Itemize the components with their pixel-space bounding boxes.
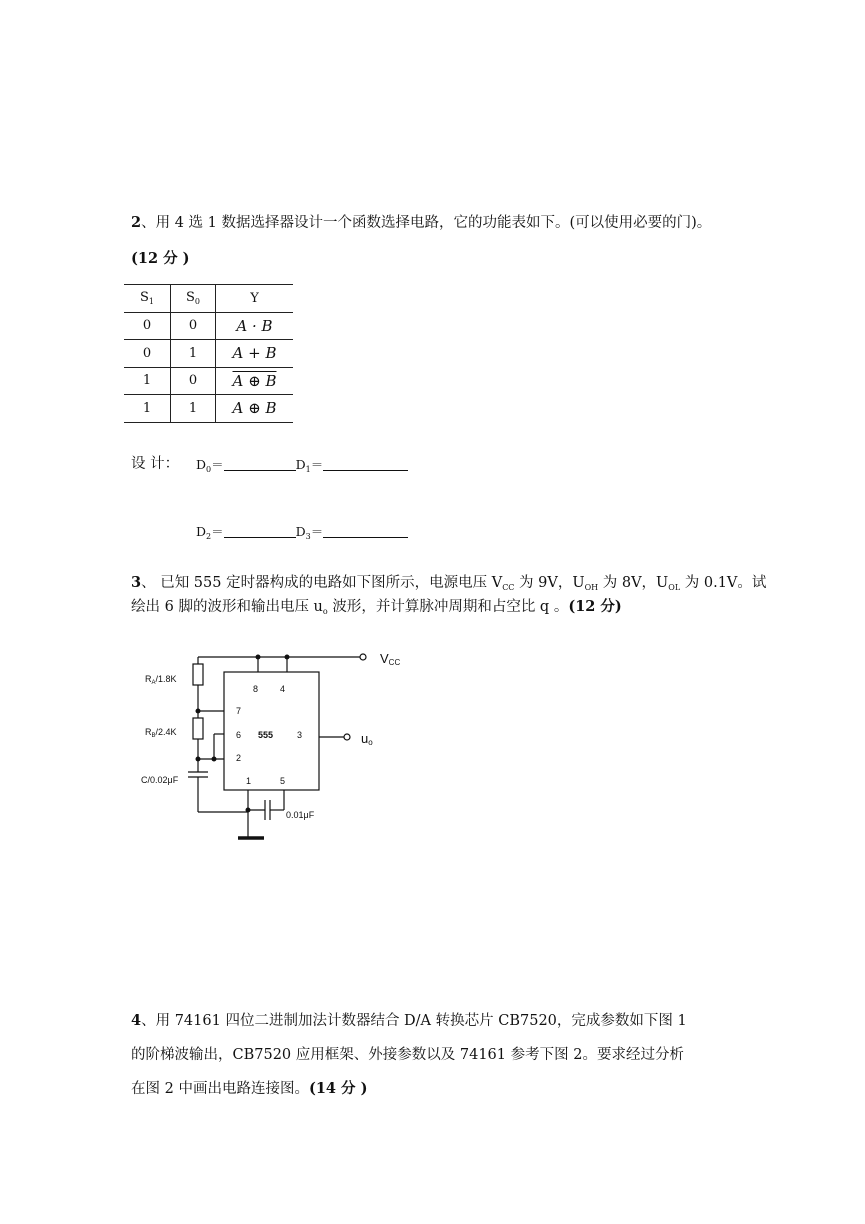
d2-label: $D_2=$ <box>196 524 224 541</box>
table-header-row <box>124 285 293 313</box>
q2-number: 2 <box>131 214 142 231</box>
pin-8: 8 <box>253 684 259 694</box>
pin-2: 2 <box>236 753 242 763</box>
q3-line2: 绘出 6 脚的波形和输出电压 $u_o$ 波形，并计算脉冲周期和占空比 q 。(12 分) <box>131 598 622 616</box>
d0-blank[interactable] <box>224 456 296 471</box>
design-row-1 <box>196 455 408 480</box>
d3-blank[interactable] <box>323 523 408 538</box>
pin-7: 7 <box>236 706 242 716</box>
header-y: Y <box>216 285 294 313</box>
output-label: uo <box>361 731 373 747</box>
cell-s0: 1 <box>171 340 216 368</box>
q4-line2: 的阶梯波输出，CB7520 应用框架、外接参数以及 74161 参考下图 2。要求经过分析 <box>131 1047 684 1063</box>
header-s1: $S_1$ <box>124 285 171 313</box>
vcc-terminal <box>360 654 366 660</box>
cell-s0: 1 <box>171 395 216 423</box>
cell-y <box>216 367 294 395</box>
header-s0: $S_0$ <box>171 285 216 313</box>
q2-line1 <box>131 213 711 233</box>
timer-555-circuit <box>140 642 430 847</box>
resistor-rb <box>193 718 203 739</box>
cell-s1: 0 <box>124 312 171 340</box>
table-row <box>124 367 293 395</box>
cell-s1: 0 <box>124 340 171 368</box>
c-label: C/0.02μF <box>141 775 179 785</box>
output-terminal <box>344 734 350 740</box>
d1-blank[interactable] <box>323 456 408 471</box>
q4-line1: 4、用 74161 四位二进制加法计数器结合 D/A 转换芯片 CB7520，完成参数如下图 1 <box>131 1012 687 1029</box>
table-row <box>124 395 293 423</box>
pin-1: 1 <box>246 776 252 786</box>
chip-label: 555 <box>258 730 274 740</box>
q4-line3 <box>131 1079 367 1099</box>
cell-s0: 0 <box>171 312 216 340</box>
c2-label: 0.01μF <box>286 810 315 820</box>
q4-line3-text: 在图 2 中画出电路连接图。 <box>131 1081 309 1097</box>
cell-s1: 1 <box>124 395 171 423</box>
rb-label: $R_B/2.4K$ <box>145 727 177 739</box>
table-row <box>124 312 293 340</box>
q4-score: (14 分 ) <box>308 1080 368 1097</box>
d2-blank[interactable] <box>224 523 296 538</box>
design-label: 设 计： <box>131 456 180 472</box>
design-row-2 <box>196 522 408 547</box>
d1-label: $D_1=$ <box>295 457 324 474</box>
vcc-label: VCC <box>380 651 401 667</box>
cell-s1: 1 <box>124 367 171 395</box>
cell-s0: 0 <box>171 367 216 395</box>
cell-y: A · B <box>216 312 294 340</box>
cell-y: A + B <box>216 340 294 368</box>
pin-6: 6 <box>236 730 242 740</box>
q3-line1: 3、 已知 555 定时器构成的电路如下图所示，电源电压 $V_{CC}$ 为 9V，$U_{OH}$ 为 8V，$U_{OL}$ 为 0.1V。试 <box>131 574 767 592</box>
xnor-expression: A ⊕ B <box>232 371 277 390</box>
resistor-ra <box>193 664 203 685</box>
ra-label: $R_A/1.8K$ <box>145 674 177 686</box>
q2-line1-text: 、用 4 选 1 数据选择器设计一个函数选择电路，它的功能表如下。(可以使用必要的门)。 <box>141 215 712 231</box>
pin-5: 5 <box>280 776 286 786</box>
table-row <box>124 340 293 368</box>
pin-4: 4 <box>280 684 286 694</box>
d0-label: $D_0=$ <box>196 457 224 474</box>
cell-y: A ⊕ B <box>216 395 294 423</box>
pin-3: 3 <box>297 730 303 740</box>
d3-label: $D_3=$ <box>295 524 324 541</box>
q2-score: (12 分 ) <box>131 250 190 267</box>
function-table <box>124 284 293 423</box>
